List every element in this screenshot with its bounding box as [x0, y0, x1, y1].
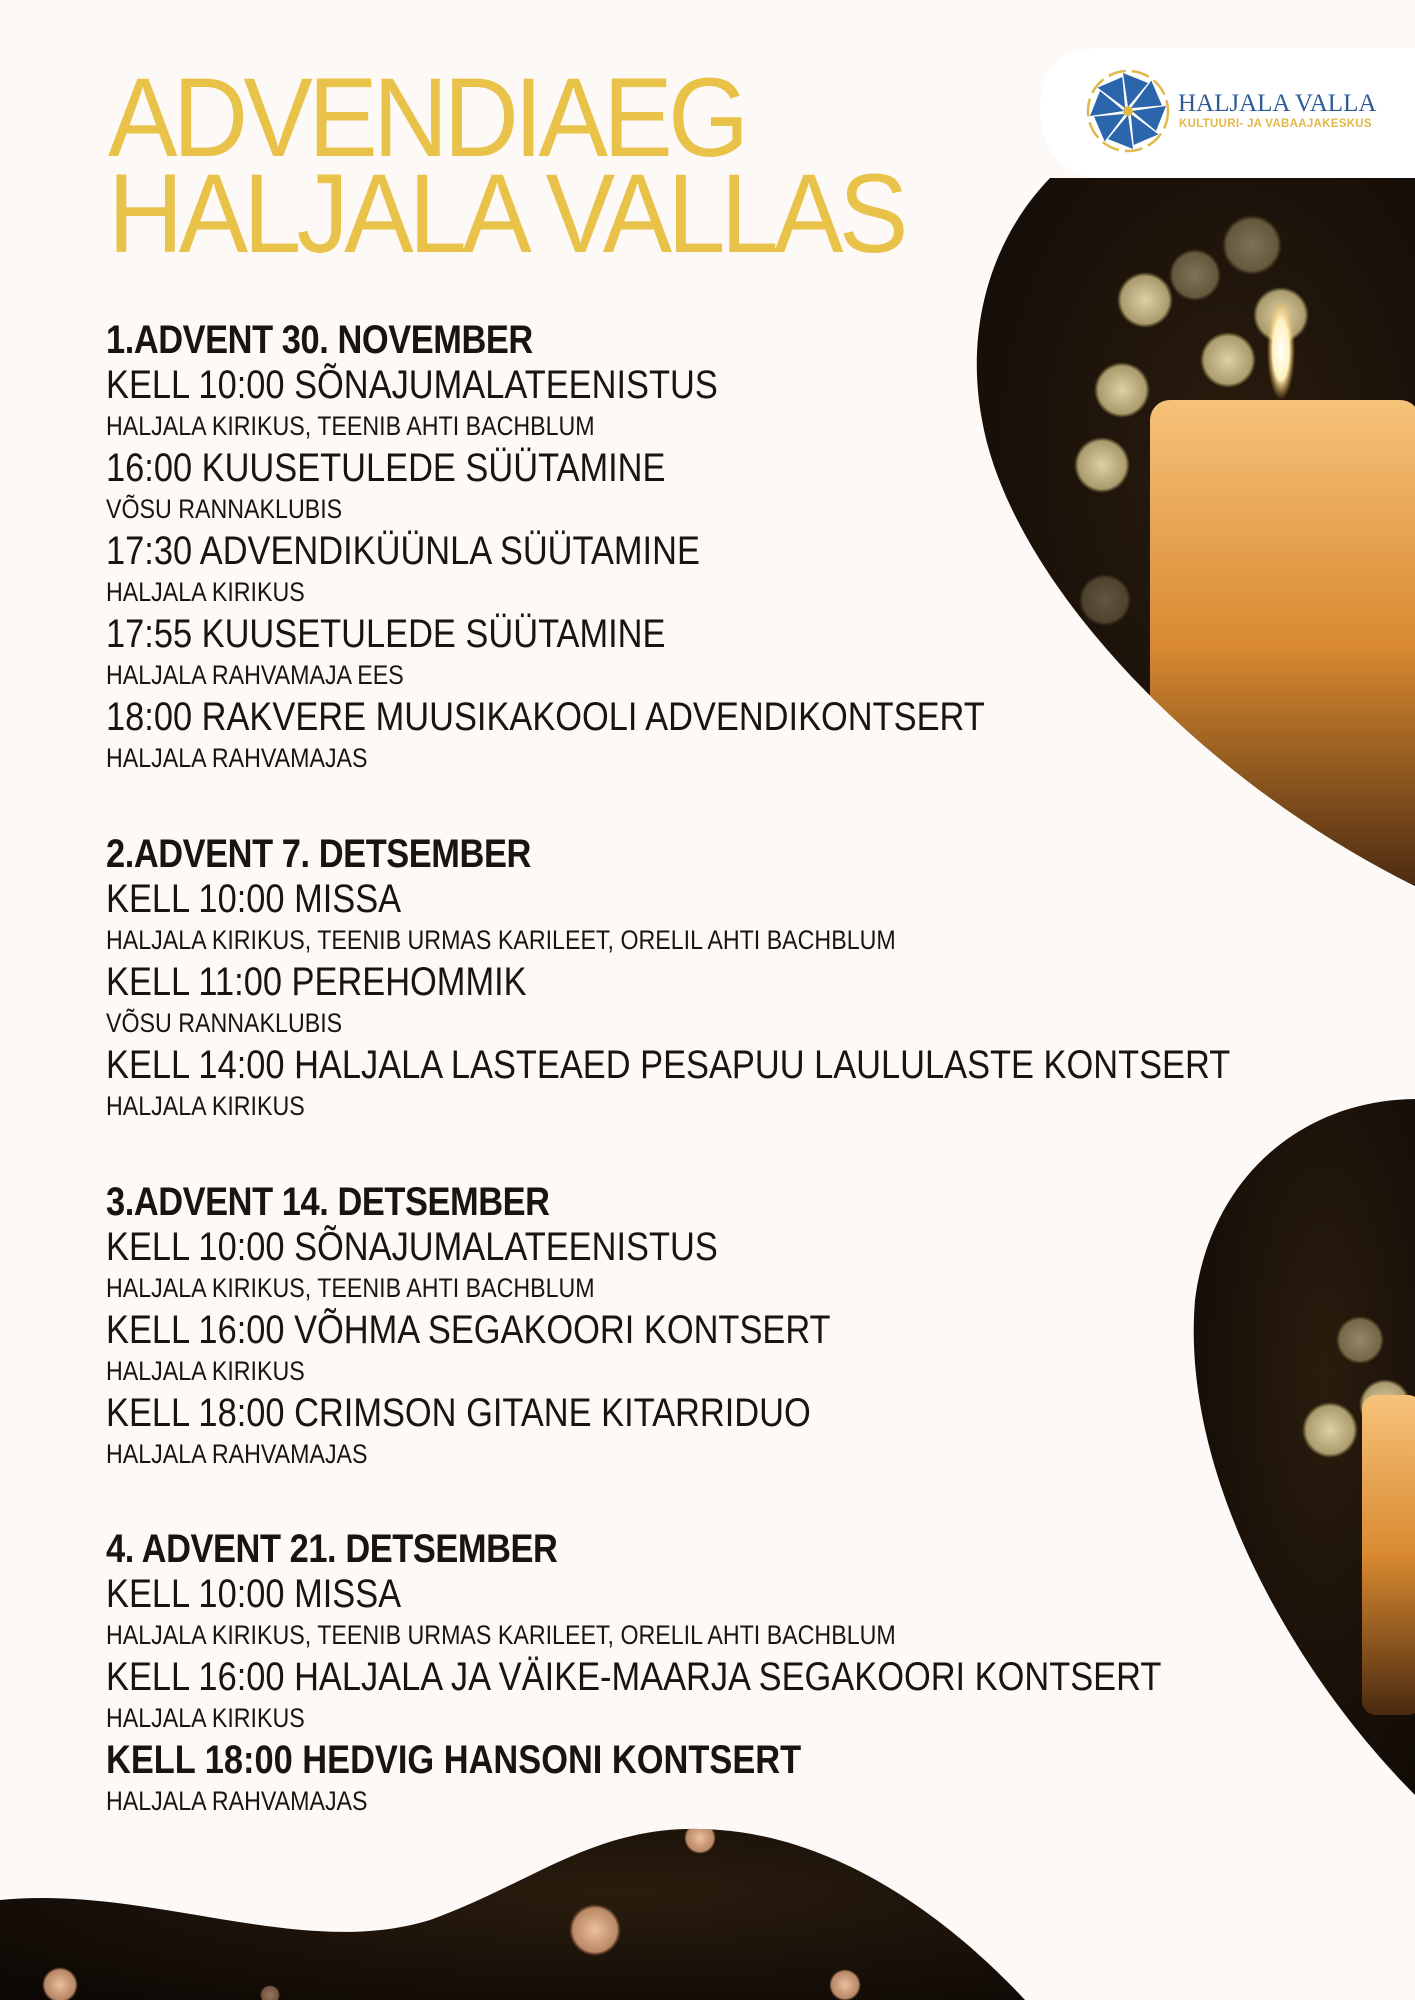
advent-section-1: [106, 316, 985, 779]
bokeh-photo-bottom: [0, 1820, 1030, 2000]
event-title: KELL 10:00 SÕNAJUMALATEENISTUS: [106, 1225, 718, 1269]
section-heading: 3.ADVENT 14. DETSEMBER: [106, 1180, 550, 1224]
event-place: HALJALA KIRIKUS, TEENIB URMAS KARILEET, ORELIL AHTI BACHBLUM: [106, 1620, 896, 1650]
event-place: HALJALA KIRIKUS: [106, 577, 305, 607]
event-place: HALJALA KIRIKUS, TEENIB AHTI BACHBLUM: [106, 1273, 595, 1303]
event-place: HALJALA KIRIKUS: [106, 1091, 305, 1121]
event-title-highlighted: KELL 18:00 HEDVIG HANSONI KONTSERT: [106, 1738, 802, 1782]
event-place: HALJALA RAHVAMAJAS: [106, 743, 368, 773]
title-line-1: ADVENDIAEG: [108, 55, 745, 180]
event-place: HALJALA KIRIKUS: [106, 1356, 305, 1386]
event-title: KELL 16:00 HALJALA JA VÄIKE-MAARJA SEGAKOORI KONTSERT: [106, 1655, 1162, 1699]
event-title: KELL 16:00 VÕHMA SEGAKOORI KONTSERT: [106, 1308, 831, 1352]
event-title: KELL 10:00 MISSA: [106, 877, 402, 921]
event-place: HALJALA KIRIKUS: [106, 1703, 305, 1733]
event-place: VÕSU RANNAKLUBIS: [106, 494, 343, 524]
candle: [1150, 400, 1415, 890]
section-heading: 1.ADVENT 30. NOVEMBER: [106, 318, 533, 362]
flame-icon: [1267, 300, 1295, 400]
logo-subtitle: KULTUURI- JA VABAAJAKESKUS: [1179, 118, 1372, 130]
event-place: HALJALA RAHVAMAJAS: [106, 1786, 368, 1816]
event-place: HALJALA KIRIKUS, TEENIB URMAS KARILEET, ORELIL AHTI BACHBLUM: [106, 925, 896, 955]
event-title: 18:00 RAKVERE MUUSIKAKOOLI ADVENDIKONTSERT: [106, 695, 985, 739]
logo-name: HALJALA VALLA: [1178, 90, 1377, 117]
event-place: HALJALA KIRIKUS, TEENIB AHTI BACHBLUM: [106, 411, 595, 441]
event-place: HALJALA RAHVAMAJAS: [106, 1439, 368, 1469]
event-place: VÕSU RANNAKLUBIS: [106, 1008, 343, 1038]
event-title: KELL 18:00 CRIMSON GITANE KITARRIDUO: [106, 1391, 811, 1435]
event-title: 16:00 KUUSETULEDE SÜÜTAMINE: [106, 446, 666, 490]
event-place: HALJALA RAHVAMAJA EES: [106, 660, 404, 690]
event-title: KELL 10:00 SÕNAJUMALATEENISTUS: [106, 363, 718, 407]
section-heading: 4. ADVENT 21. DETSEMBER: [106, 1527, 558, 1571]
event-title: KELL 14:00 HALJALA LASTEAED PESAPUU LAULULASTE KONTSERT: [106, 1043, 1231, 1087]
advent-section-2: [106, 830, 1230, 1127]
candle-photo-middle: [1180, 1090, 1415, 1800]
event-title: KELL 10:00 MISSA: [106, 1572, 402, 1616]
advent-section-3: [106, 1178, 831, 1475]
event-title: KELL 11:00 PEREHOMMIK: [106, 960, 527, 1004]
advent-section-4: [106, 1525, 1161, 1822]
event-title: 17:30 ADVENDIKÜÜNLA SÜÜTAMINE: [106, 529, 700, 573]
event-title: 17:55 KUUSETULEDE SÜÜTAMINE: [106, 612, 666, 656]
section-heading: 2.ADVENT 7. DETSEMBER: [106, 832, 531, 876]
page-title: [108, 55, 904, 276]
title-line-2: HALJALA VALLAS: [108, 151, 904, 276]
candle-photo-top: [940, 170, 1415, 890]
